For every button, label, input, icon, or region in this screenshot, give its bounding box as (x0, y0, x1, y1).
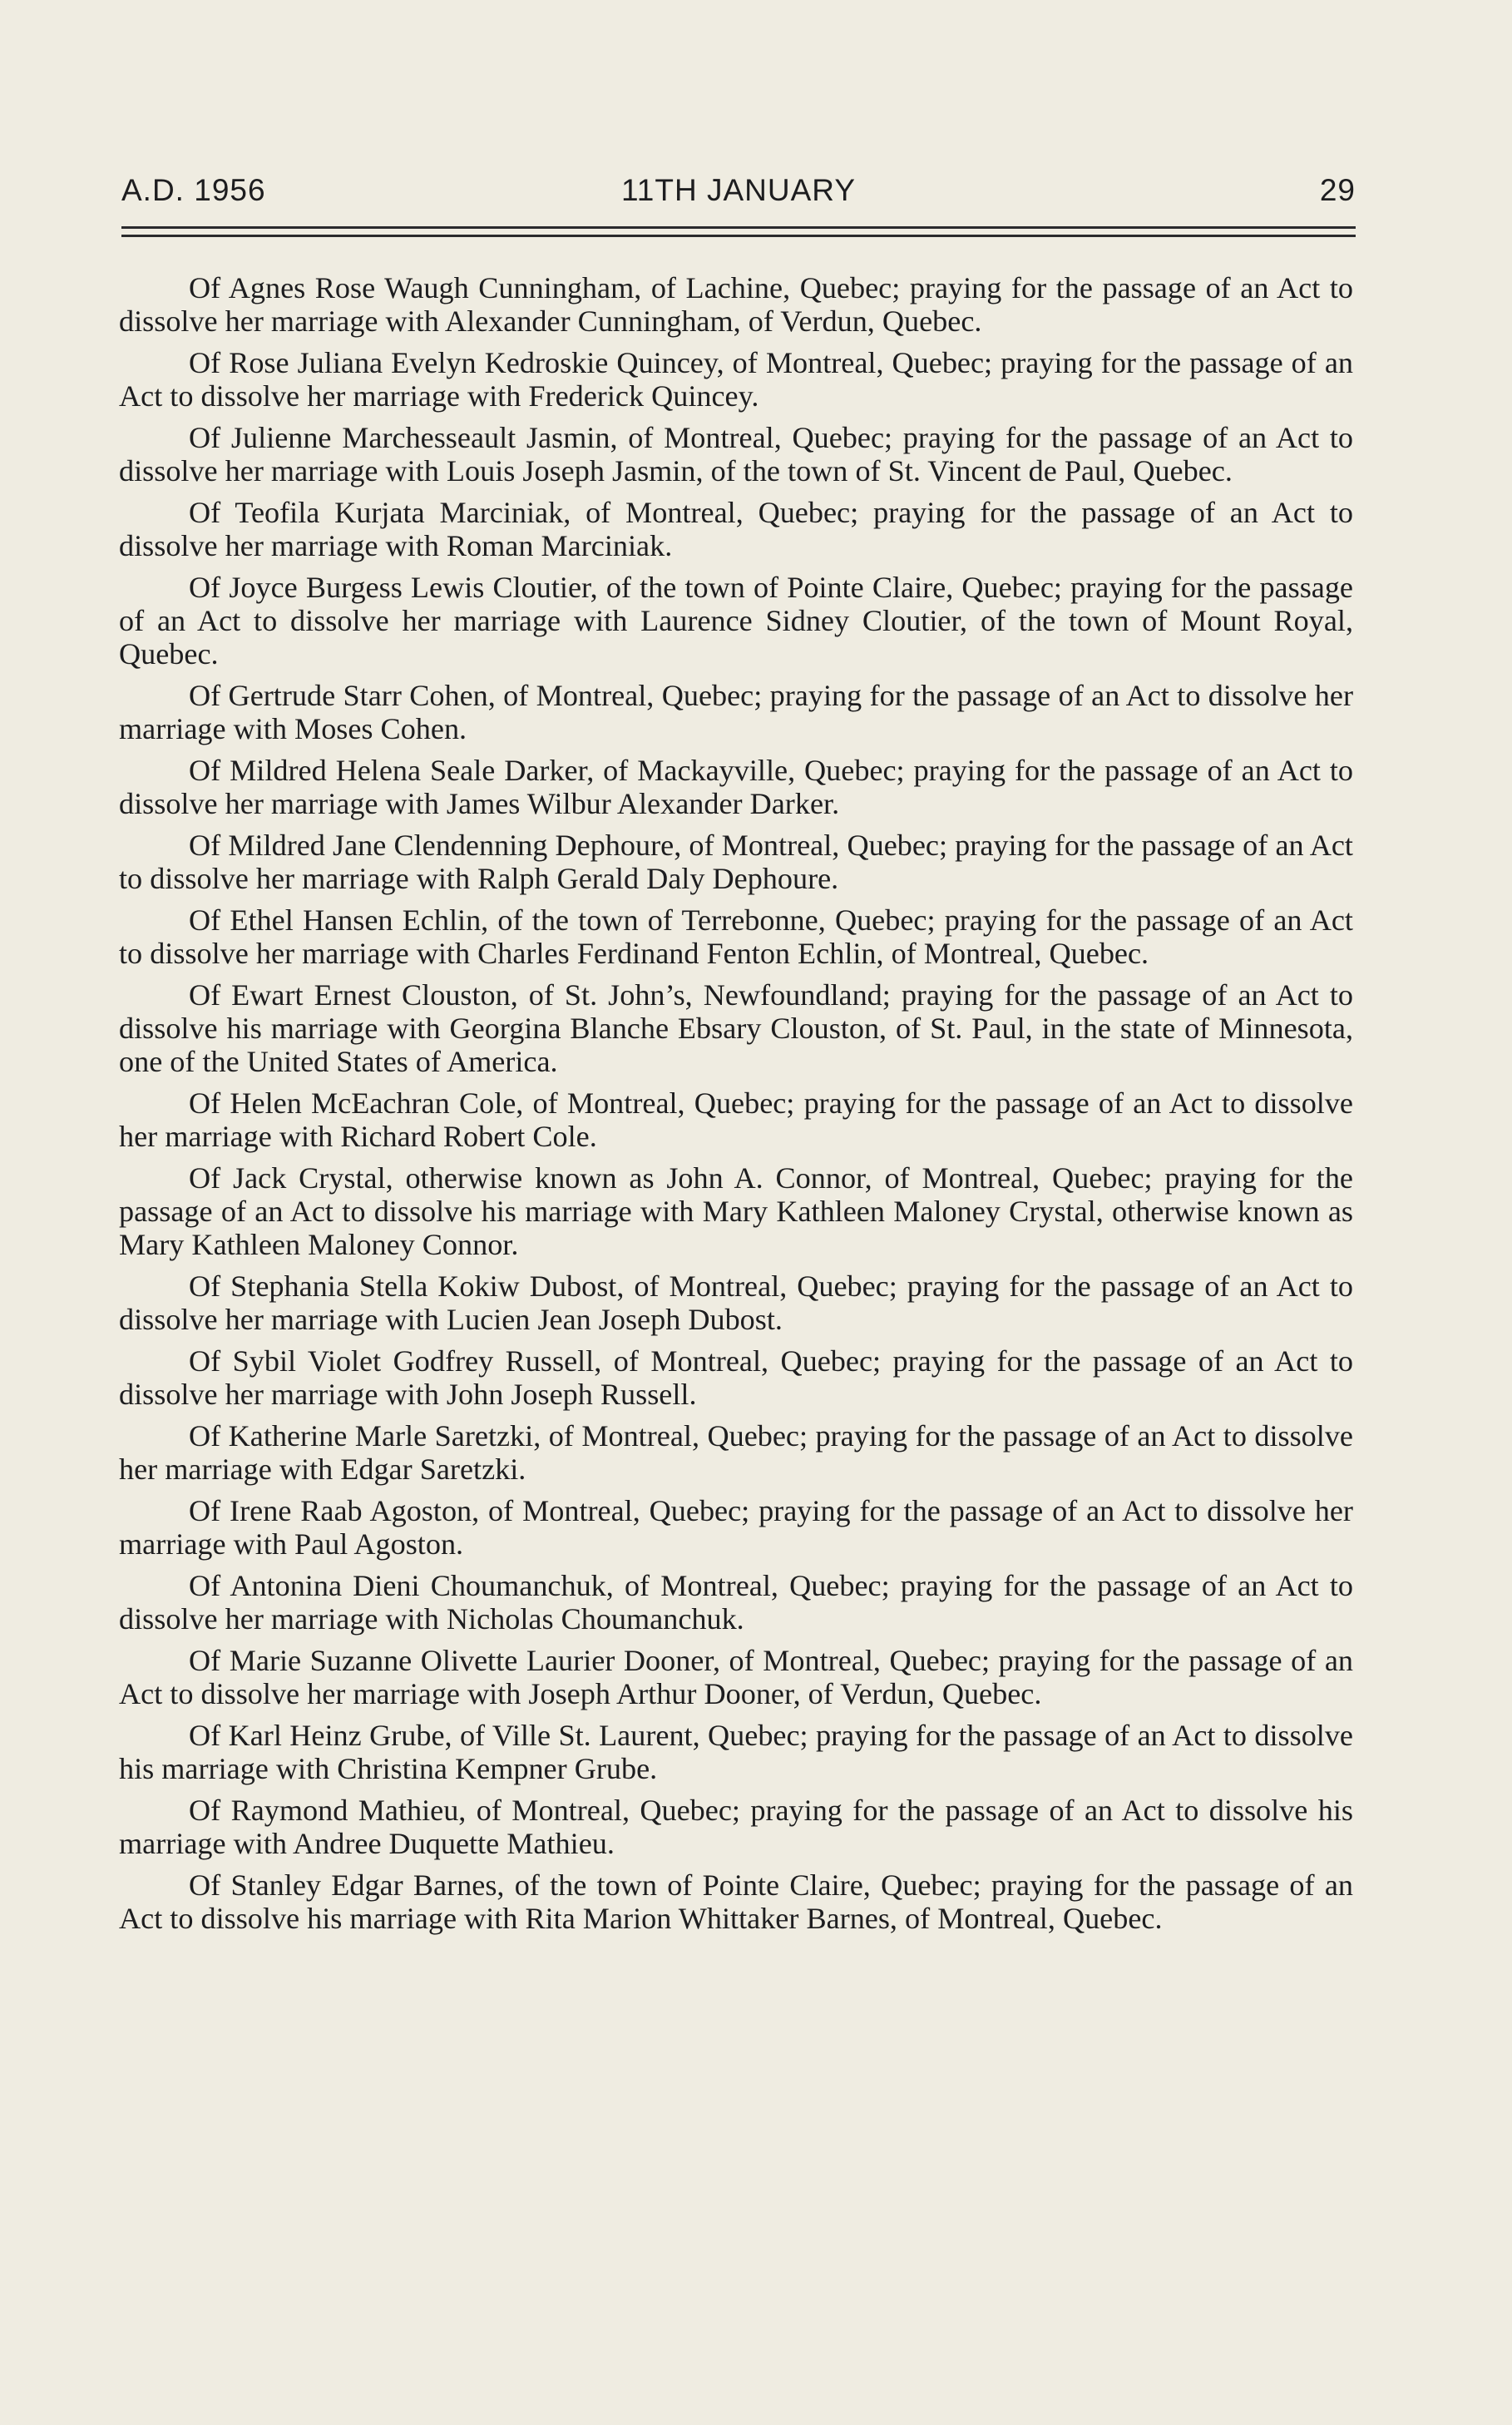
petition-entry: Of Joyce Burgess Lewis Cloutier, of the town of Pointe Claire, Quebec; praying for the passage of an Act to dissolve her marriage with Laurence Sidney Cloutier, of the town of Mount Royal, Quebec. (119, 571, 1353, 671)
petition-entry: Of Sybil Violet Godfrey Russell, of Montreal, Quebec; praying for the passage of an Act to dissolve her marriage with John Joseph Russell. (119, 1344, 1353, 1411)
petition-entry: Of Stephania Stella Kokiw Dubost, of Montreal, Quebec; praying for the passage of an Act to dissolve her marriage with Lucien Jean Joseph Dubost. (119, 1269, 1353, 1336)
petition-entry: Of Gertrude Starr Cohen, of Montreal, Quebec; praying for the passage of an Act to dissolve her marriage with Moses Cohen. (119, 679, 1353, 745)
petition-entry: Of Irene Raab Agoston, of Montreal, Quebec; praying for the passage of an Act to dissolve her marriage with Paul Agoston. (119, 1494, 1353, 1561)
petition-entry: Of Rose Juliana Evelyn Kedroskie Quincey, of Montreal, Quebec; praying for the passage of an Act to dissolve her marriage with Frederick Quincey. (119, 346, 1353, 413)
petition-entry: Of Raymond Mathieu, of Montreal, Quebec; praying for the passage of an Act to dissolve his marriage with Andree Duquette Mathieu. (119, 1794, 1353, 1860)
petition-entry: Of Mildred Jane Clendenning Dephoure, of Montreal, Quebec; praying for the passage of an Act to dissolve her marriage with Ralph Gerald Daly Dephoure. (119, 829, 1353, 895)
header-rule-top (121, 226, 1356, 229)
header-year: A.D. 1956 (121, 173, 266, 207)
page-header (121, 166, 1356, 216)
petition-entry: Of Marie Suzanne Olivette Laurier Dooner, of Montreal, Quebec; praying for the passage of an Act to dissolve her marriage with Joseph Arthur Dooner, of Verdun, Quebec. (119, 1644, 1353, 1710)
petition-list (119, 271, 1353, 1943)
petition-entry: Of Helen McEachran Cole, of Montreal, Quebec; praying for the passage of an Act to dissolve her marriage with Richard Robert Cole. (119, 1086, 1353, 1153)
petition-entry: Of Ethel Hansen Echlin, of the town of Terrebonne, Quebec; praying for the passage of an Act to dissolve her marriage with Charles Ferdinand Fenton Echlin, of Montreal, Quebec. (119, 903, 1353, 970)
petition-entry: Of Teofila Kurjata Marciniak, of Montreal, Quebec; praying for the passage of an Act to dissolve her marriage with Roman Marciniak. (119, 496, 1353, 562)
header-rule-bottom (121, 235, 1356, 237)
petition-entry: Of Julienne Marchesseault Jasmin, of Montreal, Quebec; praying for the passage of an Act to dissolve her marriage with Louis Joseph Jasmin, of the town of St. Vincent de Paul, Quebec. (119, 421, 1353, 487)
page-number: 29 (1319, 173, 1356, 207)
petition-entry: Of Agnes Rose Waugh Cunningham, of Lachine, Quebec; praying for the passage of an Act to dissolve her marriage with Alexander Cunningham, of Verdun, Quebec. (119, 271, 1353, 338)
petition-entry: Of Stanley Edgar Barnes, of the town of Pointe Claire, Quebec; praying for the passage of an Act to dissolve his marriage with Rita Marion Whittaker Barnes, of Montreal, Quebec. (119, 1868, 1353, 1935)
petition-entry: Of Mildred Helena Seale Darker, of Mackayville, Quebec; praying for the passage of an Act to dissolve her marriage with James Wilbur Alexander Darker. (119, 754, 1353, 820)
petition-entry: Of Antonina Dieni Choumanchuk, of Montreal, Quebec; praying for the passage of an Act to dissolve her marriage with Nicholas Choumanchuk. (119, 1569, 1353, 1636)
petition-entry: Of Jack Crystal, otherwise known as John A. Connor, of Montreal, Quebec; praying for the passage of an Act to dissolve his marriage with Mary Kathleen Maloney Crystal, otherwise known as Mary Kathleen Maloney Connor. (119, 1161, 1353, 1261)
header-date: 11TH JANUARY (620, 173, 857, 207)
petition-entry: Of Karl Heinz Grube, of Ville St. Laurent, Quebec; praying for the passage of an Act to dissolve his marriage with Christina Kempner Grube. (119, 1719, 1353, 1785)
petition-entry: Of Ewart Ernest Clouston, of St. John’s, Newfoundland; praying for the passage of an Act to dissolve his marriage with Georgina Blanche Ebsary Clouston, of St. Paul, in the state of Minnesota, one of the United States of America. (119, 978, 1353, 1078)
petition-entry: Of Katherine Marle Saretzki, of Montreal, Quebec; praying for the passage of an Act to dissolve her marriage with Edgar Saretzki. (119, 1419, 1353, 1486)
